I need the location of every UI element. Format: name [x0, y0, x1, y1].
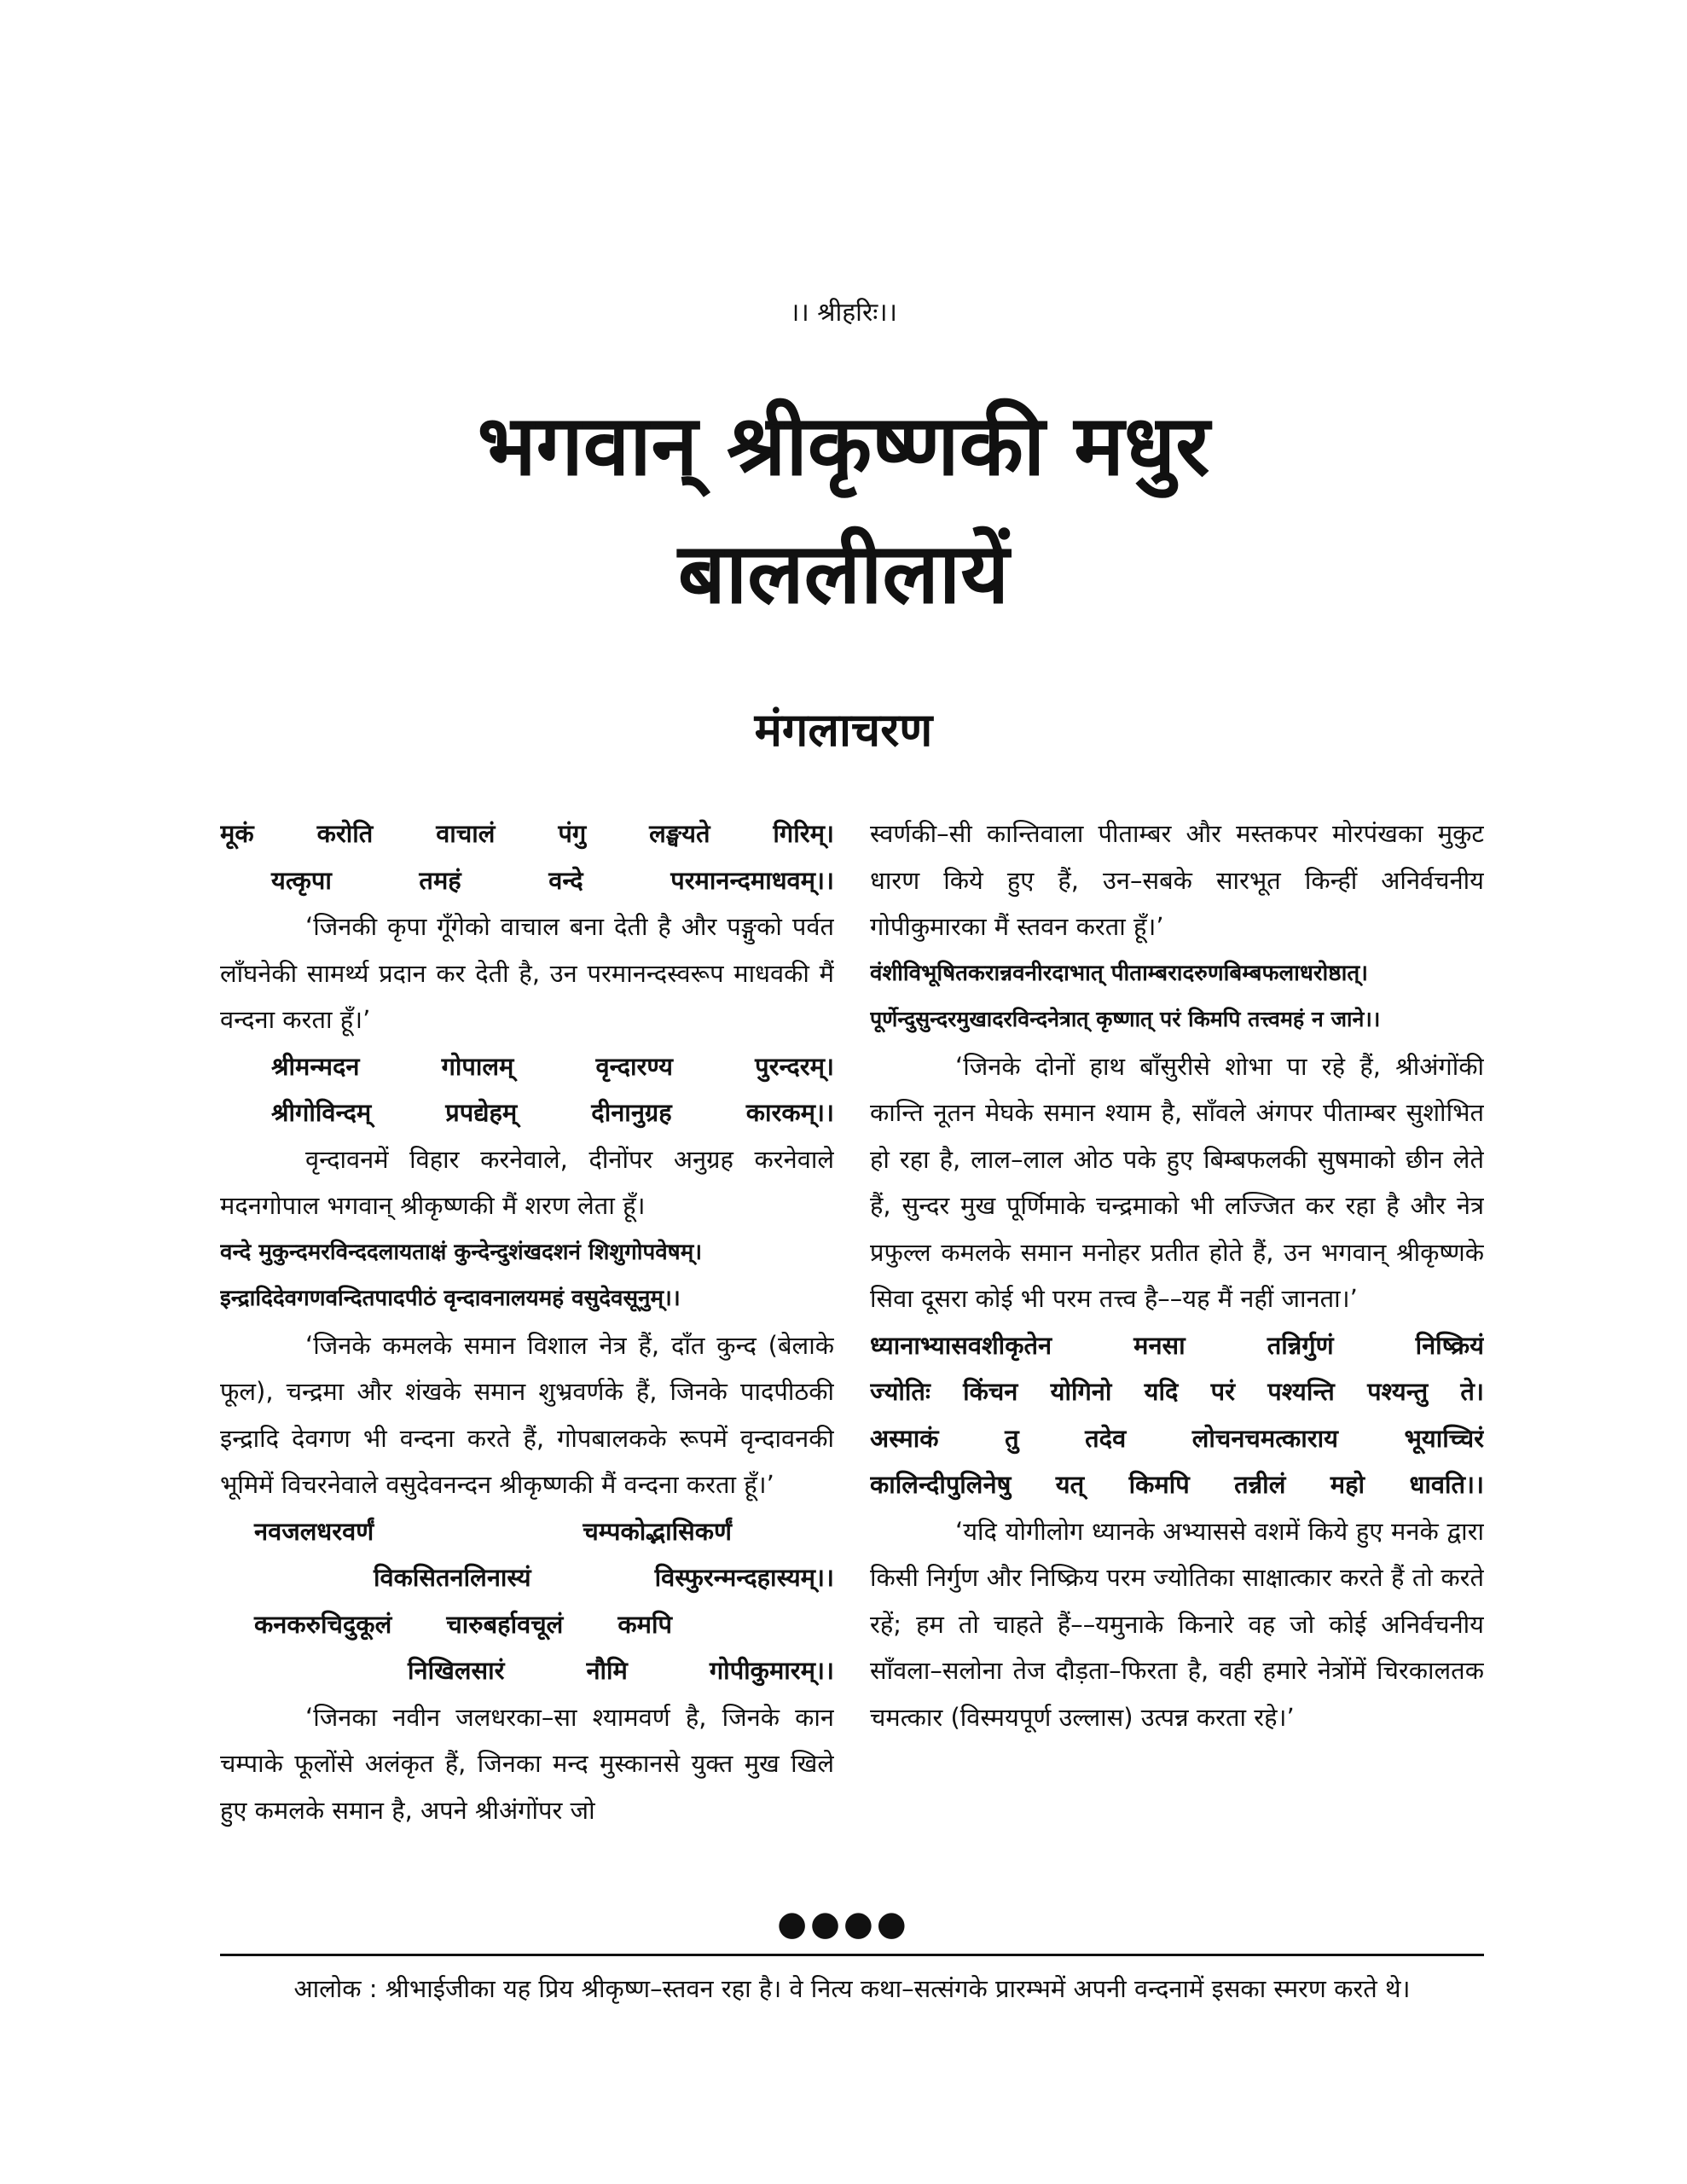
verse-word: तु	[1005, 1423, 1019, 1453]
translation-5: ‘जिनके दोनों हाथ बाँसुरीसे शोभा पा रहे हैं, श्रीअंगोंकी कान्ति नूतन मेघके समान श्याम है, साँवले अंगपर पीताम्बर सुशोभित हो रहा है, लाल–लाल ओठ पके हुए बिम्बफलकी सुषमाको छीन लेते हैं, सुन्दर मुख पूर्णिमाके चन्द्रमाको भी लज्जित कर रहा है और नेत्र प्रफुल्ल कमलके समान मनोहर प्रतीत होते हैं, उन भगवान् श्रीकृष्णके सिवा दूसरा कोई भी परम तत्त्व है––यह मैं नहीं जानता।’	[870, 1051, 1484, 1313]
verse-word: कमपि	[617, 1609, 672, 1639]
translation-2: वृन्दावनमें विहार करनेवाले, दीनोंपर अनुग्रह करनेवाले मदनगोपाल भगवान् श्रीकृष्णकी मैं शरण लेता हूँ।	[220, 1144, 834, 1220]
verse-line	[220, 810, 834, 857]
verse-4	[220, 1508, 834, 1694]
verse-word: कारकम्।।	[745, 1098, 834, 1127]
verse-line	[220, 1647, 834, 1694]
verse-word: कनकरुचिदुकूलं	[254, 1609, 392, 1639]
verse-word: धावति।।	[1409, 1470, 1484, 1499]
verse-word: पंगु	[558, 819, 587, 848]
verse-word: प्रपद्येहम्	[445, 1098, 518, 1127]
verse-line: वंशीविभूषितकरान्नवनीरदाभात् पीताम्बरादरुणबिम्बफलाधरोष्ठात्।	[870, 960, 1368, 986]
verse-word: श्रीमन्मदन	[271, 1051, 360, 1081]
verse-word: योगिनो	[1050, 1377, 1112, 1406]
verse-line: इन्द्रादिदेवगणवन्दितपादपीठं वृन्दावनालयमहं वसुदेवसूनुम्।।	[220, 1286, 681, 1311]
verse-word: ज्योतिः	[870, 1377, 930, 1406]
verse-line	[870, 1322, 1484, 1369]
verse-word: गोपालम्	[441, 1051, 514, 1081]
verse-word: दीनानुग्रह	[591, 1098, 672, 1127]
verse-word: निष्क्रियं	[1415, 1330, 1484, 1360]
verse-word: अस्माकं	[870, 1423, 939, 1453]
verse-word: किंचन	[963, 1377, 1018, 1406]
verse-line	[870, 1461, 1484, 1508]
verse-3	[220, 1229, 834, 1322]
translation-4: ‘जिनका नवीन जलधरका–सा श्यामवर्ण है, जिनके कान चम्पाके फूलोंसे अलंकृत हैं, जिनका मन्द मुस्कानसे युक्त मुख खिले हुए कमलके समान है, अपने श्रीअंगोंपर जो	[220, 1702, 834, 1825]
verse-word: करोति	[316, 819, 374, 848]
verse-word: चारुबर्हावचूलं	[446, 1609, 564, 1639]
verse-word: नवजलधरवर्णं	[254, 1516, 374, 1546]
verse-word: श्रीगोविन्दम्	[271, 1098, 372, 1127]
translation-3: ‘जिनके कमलके समान विशाल नेत्र हैं, दाँत कुन्द (बेलाके फूल), चन्द्रमा और शंखके समान शुभ्रवर्णके हैं, जिनके पादपीठकी इन्द्रादि देवगण भी वन्दना करते हैं, गोपबालकके रूपमें वृन्दावनकी भूमिमें विचरनेवाले वसुदेवनन्दन श्रीकृष्णकी मैं वन्दना करता हूँ।’	[220, 1330, 834, 1499]
verse-line	[220, 1554, 834, 1601]
verse-word: पश्यन्ति	[1267, 1377, 1335, 1406]
footnote-rule	[220, 1954, 1484, 1956]
verse-word: लोचनचमत्काराय	[1191, 1423, 1338, 1453]
verse-word: यत्कृपा	[271, 865, 332, 895]
verse-word: पश्यन्तु	[1367, 1377, 1429, 1406]
verse-word: विस्फुरन्मन्दहास्यम्।।	[654, 1563, 834, 1592]
page-title	[0, 382, 1687, 638]
translation-6: ‘यदि योगीलोग ध्यानके अभ्याससे वशमें किये हुए मनके द्वारा किसी निर्गुण और निष्क्रिय परम ज्योतिका साक्षात्कार करते हैं तो करते रहें; हम तो चाहते हैं––यमुनाके किनारे वह जो कोई अनिर्वचनीय साँवला–सलोना तेज दौड़ता–फिरता है, वही हमारे नेत्रोंमें चिरकालतक चमत्कार (विस्मयपूर्ण उल्लास) उत्पन्न करता रहे।’	[870, 1516, 1484, 1732]
verse-word: तन्निर्गुणं	[1267, 1330, 1334, 1360]
right-column	[870, 810, 1484, 1740]
title-line-2: बाललीलायें	[677, 526, 1010, 623]
verse-word: किमपि	[1128, 1470, 1190, 1499]
verse-word: नौमि	[586, 1656, 628, 1685]
verse-6	[870, 1322, 1484, 1508]
verse-word: तन्नीलं	[1234, 1470, 1286, 1499]
verse-word: निखिलसारं	[408, 1656, 505, 1685]
verse-word: यदि	[1144, 1377, 1179, 1406]
verse-word: लङ्घयते	[649, 819, 710, 848]
verse-word: विकसितनलिनास्यं	[374, 1563, 531, 1592]
section-separator: ●●●●	[777, 1904, 910, 1943]
verse-line	[220, 1508, 834, 1555]
title-line-1: भगवान् श्रीकृष्णकी मधुर	[477, 398, 1210, 495]
verse-word: परमानन्दमाधवम्।।	[670, 865, 834, 895]
verse-word: तमहं	[419, 865, 461, 895]
translation-4-continued: स्वर्णकी–सी कान्तिवाला पीताम्बर और मस्तकपर मोरपंखका मुकुट धारण किये हुए हैं, उन–सबके सारभूत किन्हीं अनिर्वचनीय गोपीकुमारका मैं स्तवन करता हूँ।’	[870, 819, 1484, 941]
verse-word: मनसा	[1133, 1330, 1186, 1360]
section-heading: मंगलाचरण	[754, 703, 933, 757]
verse-word: चम्पकोद्भासिकर्णं	[583, 1516, 732, 1546]
verse-word: गोपीकुमारम्।।	[709, 1656, 834, 1685]
verse-word: परं	[1210, 1377, 1235, 1406]
translation-1: ‘जिनकी कृपा गूँगेको वाचाल बना देती है और पङ्गुको पर्वत लाँघनेकी सामर्थ्य प्रदान कर देती है, उन परमानन्दस्वरूप माधवकी मैं वन्दना करता हूँ।’	[220, 912, 834, 1034]
verse-5	[870, 950, 1484, 1043]
verse-2	[220, 1043, 834, 1136]
verse-word: मूकं	[220, 819, 254, 848]
verse-1	[220, 810, 834, 903]
verse-line	[870, 1415, 1484, 1462]
left-column	[220, 810, 834, 1833]
verse-word: ध्यानाभ्यासवशीकृतेन	[870, 1330, 1052, 1360]
verse-line: पूर्णेन्दुसुन्दरमुखादरविन्दनेत्रात् कृष्णात् परं किमपि तत्त्वमहं न जाने।।	[870, 1007, 1381, 1031]
verse-line	[220, 1043, 834, 1090]
verse-line	[220, 1601, 834, 1648]
verse-word: गिरिम्।	[773, 819, 834, 848]
verse-word: वाचालं	[436, 819, 496, 848]
verse-word: वन्दे	[548, 865, 583, 895]
verse-word: पुरन्दरम्।	[755, 1051, 834, 1081]
verse-line	[220, 857, 834, 904]
footnote: आलोक : श्रीभाईजीका यह प्रिय श्रीकृष्ण–स्तवन रहा है। वे नित्य कथा–सत्संगके प्रारम्भमें अपनी वन्दनामें इसका स्मरण करते थे।	[293, 1974, 1411, 2003]
invocation: ।। श्रीहरिः।।	[789, 298, 898, 328]
verse-line	[870, 1368, 1484, 1415]
verse-word: महो	[1330, 1470, 1365, 1499]
verse-word: कालिन्दीपुलिनेषु	[870, 1470, 1012, 1499]
verse-word: तदेव	[1085, 1423, 1127, 1453]
verse-word: भूयाच्चिरं	[1404, 1423, 1484, 1453]
verse-word: यत्	[1055, 1470, 1085, 1499]
verse-line	[220, 1089, 834, 1136]
verse-line: वन्दे मुकुन्दमरविन्ददलायताक्षं कुन्देन्दुशंखदशनं शिशुगोपवेषम्।	[220, 1239, 703, 1265]
verse-word: वृन्दारण्य	[595, 1051, 673, 1081]
verse-word: ते।	[1460, 1377, 1484, 1406]
